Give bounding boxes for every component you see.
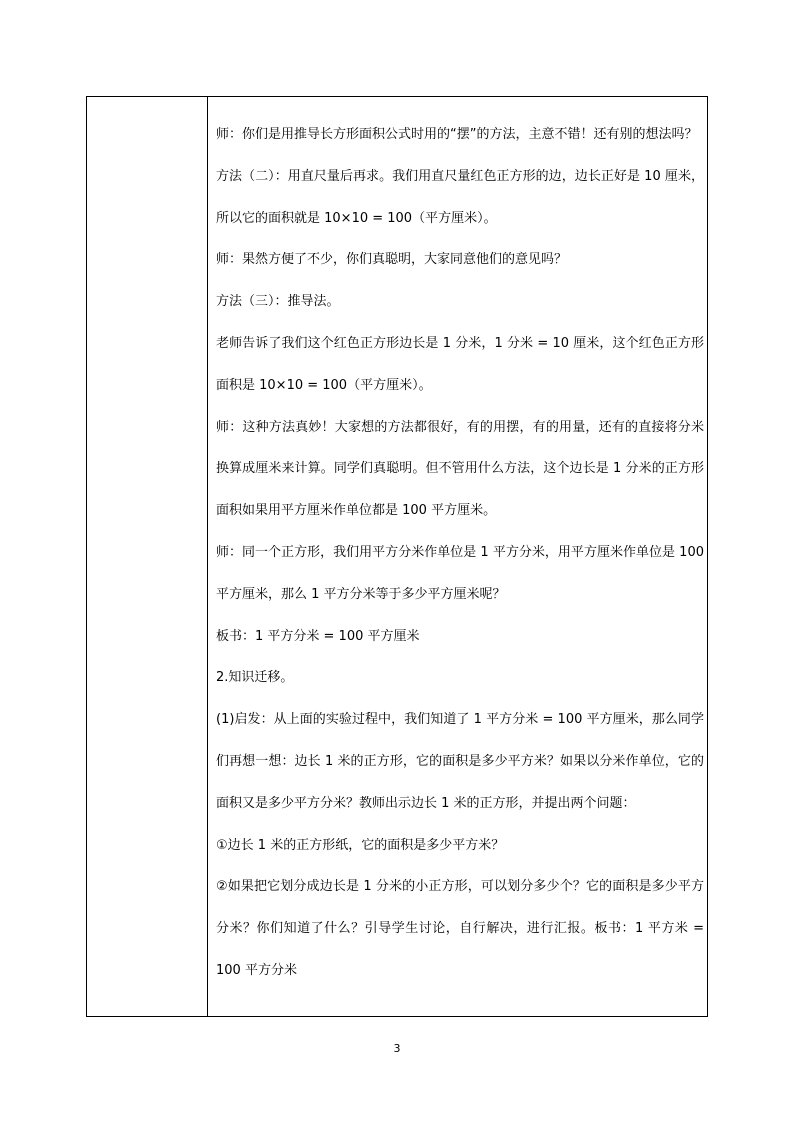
paragraph-teacher-remark: 师：你们是用推导长方形面积公式时用的“摆”的方法，主意不错！还有别的想法吗？: [216, 127, 698, 142]
paragraph-method-two: 方法（二）：用直尺量后再求。我们用直尺量红色正方形的边，边长正好是 10 厘米，所以它的面积就是 10×10 = 100（平方厘米）。: [216, 168, 704, 226]
paragraph-derivation: 老师告诉了我们这个红色正方形边长是 1 分米，1 分米 = 10 厘米，这个红色正方形面积是 10×10 = 100（平方厘米）。: [216, 335, 704, 393]
paragraph-inspiration: (1)启发：从上面的实验过程中，我们知道了 1 平方分米 = 100 平方厘米，那么同学们再想一想：边长 1 米的正方形，它的面积是多少平方米？如果以分米作单位，它的面积又是多少平方分米？教师出示边长 1 米的正方形，并提出两个问题：: [216, 712, 704, 811]
page-number: 3: [393, 1042, 401, 1055]
paragraph-method-three: 方法（三）：推导法。: [216, 294, 340, 310]
lesson-table: [86, 96, 708, 1017]
paragraph-teacher-summary: 师：这种方法真妙！大家想的方法都很好，有的用摆，有的用量，还有的直接将分米换算成厘米来计算。同学们真聪明。但不管用什么方法，这个边长是 1 分米的正方形面积如果用平方厘米作单位都是 100 平方厘米。: [216, 419, 704, 519]
lesson-content-cell: [216, 97, 704, 992]
paragraph-teacher-unit-question: 师：同一个正方形，我们用平方分米作单位是 1 平方分米，用平方厘米作单位是 100 平方厘米，那么 1 平方分米等于多少平方厘米呢？: [216, 544, 704, 602]
paragraph-teacher-question: 师：果然方便了不少，你们真聪明，大家同意他们的意见吗？: [216, 252, 568, 268]
column-divider: [207, 97, 208, 1016]
paragraph-question-one: ①边长 1 米的正方形纸，它的面积是多少平方米？: [216, 837, 505, 853]
paragraph-section-heading: 2.知识迁移。: [216, 670, 294, 686]
paragraph-board-note-1: 板书：1 平方分米 = 100 平方厘米: [216, 628, 420, 644]
paragraph-question-two: ②如果把它划分成边长是 1 分米的小正方形，可以划分多少个？它的面积是多少平方分米？你们知道了什么？引导学生讨论，自行解决，进行汇报。板书：1 平方米 = 100 平方分米: [216, 879, 704, 978]
